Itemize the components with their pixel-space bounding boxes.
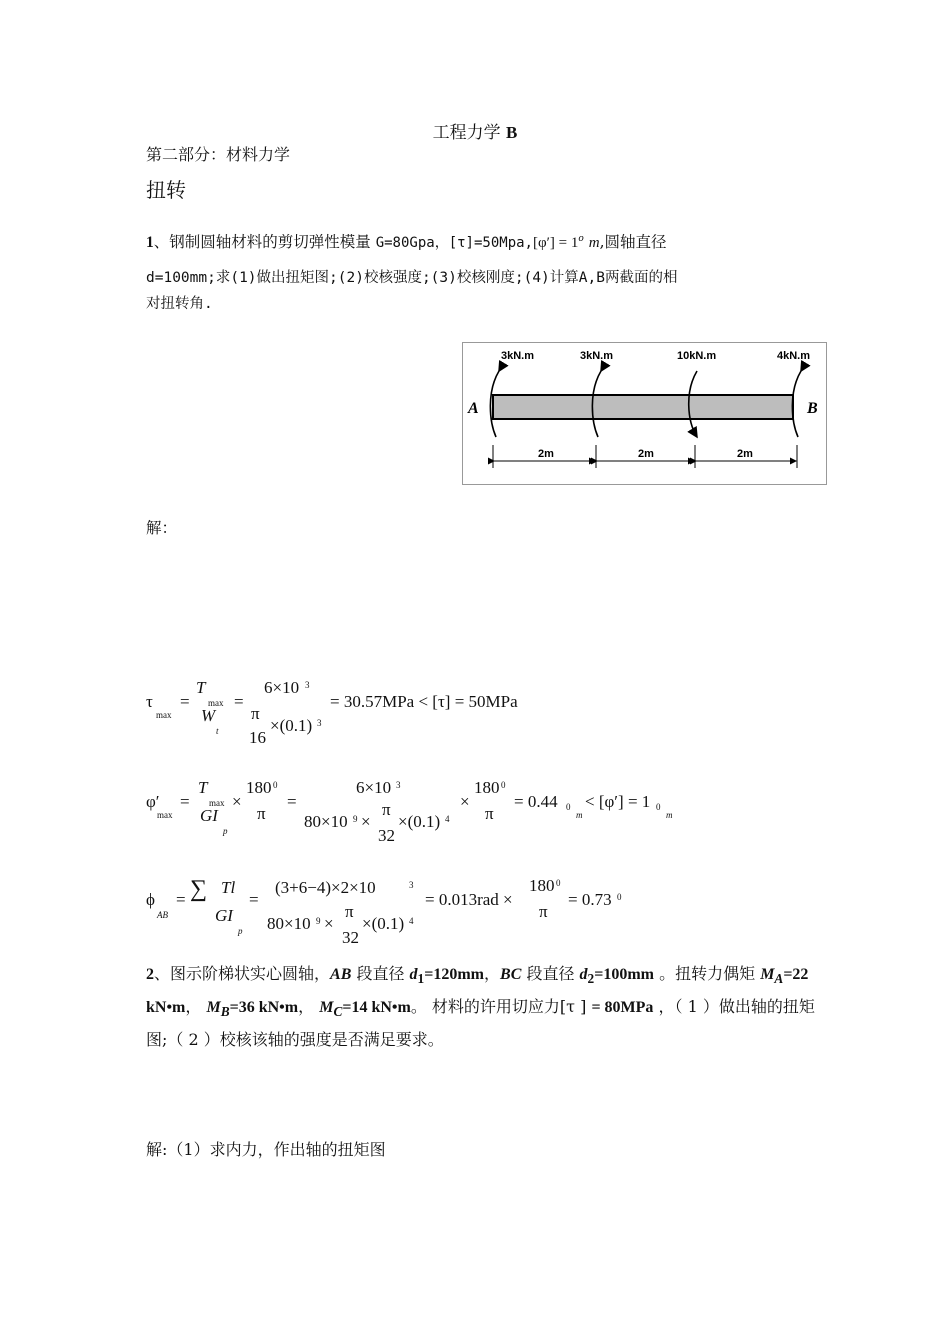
eq1-num: 6×10 [264, 678, 300, 697]
eq2-pi: π [257, 804, 266, 823]
eq3-den-r-exp: 4 [409, 916, 414, 926]
eq3-pi: π [539, 902, 548, 921]
q2-text-6: ， [185, 997, 207, 1017]
eq3-mid: = 0.013rad × [425, 890, 513, 909]
eq3-180: 180 [529, 876, 555, 895]
eq1-den-exp: 3 [317, 718, 322, 728]
q2-ma-val: =22 kN•m [146, 966, 809, 1017]
eq2-GI-sub: p [223, 826, 228, 836]
eq3-den-r: ×(0.1) [362, 914, 405, 933]
eq2-180-deg: 0 [273, 780, 278, 790]
q2-d1-sub: 1 [417, 971, 425, 987]
span-label-1: 2m [538, 448, 554, 460]
eq3-den-times: × [324, 914, 334, 933]
eq3-GI-sub: p [238, 926, 243, 936]
q1-text-a: 、钢制圆轴材料的剪切弹性模量 [153, 233, 371, 251]
q2-text-4: 段直径 [521, 964, 580, 983]
eq3-result: = 0.73 [568, 890, 612, 909]
doc-title [0, 118, 950, 143]
q2-text-3: ， [484, 964, 501, 983]
eq3-Tl: Tl [221, 878, 236, 897]
eq2-180: 180 [246, 778, 272, 797]
q2-ab: AB [330, 966, 352, 983]
eq2-pi-b: π [485, 804, 494, 823]
torque-label-3: 10kN.m [677, 350, 717, 362]
part-subtitle: 第二部分：材料力学 [146, 145, 291, 164]
q2-d1-val: =120mm [424, 966, 484, 983]
eq2-eq-b: = [287, 792, 297, 811]
eq3-den-32: 32 [342, 928, 359, 947]
q1-number: 1 [146, 234, 154, 251]
q1-m: m [588, 235, 600, 251]
eq3-lhs-sub: AB [157, 910, 168, 920]
eq3-eq-a: = [176, 890, 186, 909]
eq3-eq-b: = [249, 890, 259, 909]
eq2-res-deg: 0 [566, 802, 571, 812]
q2-mb-val: =36 kN•m [229, 999, 299, 1017]
q1-line1 [146, 230, 667, 252]
q1-phi: [φ′] = 1 [533, 235, 579, 251]
eq2-result: = 0.44 [514, 792, 558, 811]
eq1-lhs-sub: max [156, 710, 172, 720]
q2-ma-sub: A [774, 971, 784, 987]
eq2-180b: 180 [474, 778, 500, 797]
shaft-figure [462, 342, 827, 485]
eq2-lhs-sub: max [157, 810, 173, 820]
q2-mc-val: =14 kN•m [342, 999, 411, 1017]
eq3-den-a-exp: 9 [316, 916, 321, 926]
eq1-den-r: ×(0.1) [270, 716, 313, 735]
eq2-den-pi: π [382, 800, 391, 819]
eq2-GI: GI [200, 806, 218, 825]
q1-deg: o [578, 233, 584, 244]
eq2-den-times: × [361, 812, 371, 831]
q2-d1: d [409, 966, 418, 983]
eq2-den-a: 80×10 [304, 812, 348, 831]
eq1-lhs: τ [146, 692, 153, 711]
q2-text-8: 。 材料的许用切应力[τ ] [410, 997, 592, 1017]
eq3-sum: ∑ [190, 876, 208, 902]
eq1-eq-a: = [180, 692, 190, 711]
eq2-res-m: m [576, 810, 583, 820]
end-label-b: B [807, 400, 818, 417]
eq2-den-r-exp: 4 [445, 814, 450, 824]
equation-3 [0, 872, 950, 952]
eq2-den-r: ×(0.1) [398, 812, 441, 831]
q2-ma: M [760, 966, 775, 983]
eq2-num-exp: 3 [396, 780, 401, 790]
eq1-num-exp: 3 [305, 680, 310, 690]
shaft-diagram [463, 343, 826, 484]
equation-2 [0, 772, 950, 852]
q2-text-5: 。扭转力偶矩 [654, 964, 761, 983]
torque-label-4: 4kN.m [777, 350, 811, 362]
eq3-den-pi: π [345, 902, 354, 921]
eq3-lhs: ϕ [146, 890, 155, 909]
q2-d2: d [579, 966, 588, 983]
eq1-T: T [196, 678, 206, 697]
eq2-times-a: × [232, 792, 242, 811]
eq2-den-32: 32 [378, 826, 395, 845]
eq2-eq-a: = [180, 792, 190, 811]
eq1-pi: π [251, 704, 260, 723]
q2-solution: 解:（1）求内力，作出轴的扭矩图 [146, 1140, 386, 1159]
q2-paragraph [146, 960, 826, 1053]
eq2-T: T [198, 778, 208, 797]
eq1-eq-b: = [234, 692, 244, 711]
torque-label-2: 3kN.m [580, 350, 614, 362]
eq2-times-b: × [460, 792, 470, 811]
eq1-W: W [201, 706, 216, 725]
eq1-W-sub: t [216, 726, 219, 736]
q1-values: G=80Gpa，[τ]=50Mpa, [375, 235, 533, 251]
span-label-2: 2m [638, 448, 654, 460]
eq2-den-a-exp: 9 [353, 814, 358, 824]
eq2-lhs: φ′ [146, 792, 160, 811]
q2-tau-val: = 80MPa [591, 999, 654, 1017]
end-label-a: A [468, 400, 479, 417]
eq2-T-sub: max [209, 798, 225, 808]
eq2-180b-deg: 0 [501, 780, 506, 790]
q2-text-9: ，（ 1 ）做出轴的扭矩图;（ 2 ）校核该轴的强度是否满足要求。 [146, 997, 815, 1050]
q2-mb: M [206, 999, 221, 1017]
q2-mc: M [319, 999, 334, 1017]
eq2-cmp: < [φ′] = 1 [585, 792, 651, 811]
q2-number: 2 [146, 966, 154, 983]
span-label-3: 2m [737, 448, 753, 460]
q2-text-1: 、图示阶梯状实心圆轴， [154, 964, 331, 983]
eq3-res-deg: 0 [617, 892, 622, 902]
q1-solution-label: 解： [146, 519, 178, 537]
shaft-body [493, 395, 793, 419]
equation-1 [0, 670, 950, 750]
eq1-result: = 30.57MPa < [τ] = 50MPa [330, 692, 518, 711]
eq2-cmp-m: m [666, 810, 673, 820]
eq2-num: 6×10 [356, 778, 392, 797]
torque-label-1: 3kN.m [501, 350, 535, 362]
section-heading: 扭转 [146, 178, 186, 202]
q2-mb-sub: B [220, 1004, 230, 1020]
q2-text-2: 段直径 [351, 964, 410, 983]
q2-text-7: ， [298, 997, 320, 1017]
q2-mc-sub: C [333, 1004, 343, 1020]
q2-d2-sub: 2 [587, 971, 595, 987]
q1-line3: 对扭转角. [146, 296, 213, 312]
eq3-den-a: 80×10 [267, 914, 311, 933]
eq3-180-deg: 0 [556, 878, 561, 888]
eq2-cmp-deg: 0 [656, 802, 661, 812]
q1-text-b: ,圆轴直径 [599, 233, 667, 251]
q2-d2-val: =100mm [594, 966, 654, 983]
eq1-16: 16 [249, 728, 266, 747]
title-letter: B [506, 123, 518, 142]
q1-line2: d=100mm;求(1)做出扭矩图;(2)校核强度;(3)校核刚度;(4)计算A,B两截面的相 [146, 270, 678, 286]
eq3-num: (3+6−4)×2×10 [275, 878, 376, 897]
eq3-GI: GI [215, 906, 233, 925]
eq1-T-sub: max [208, 698, 224, 708]
eq3-num-exp: 3 [409, 880, 414, 890]
q2-bc: BC [500, 966, 522, 983]
title-text: 工程力学 [432, 123, 501, 143]
